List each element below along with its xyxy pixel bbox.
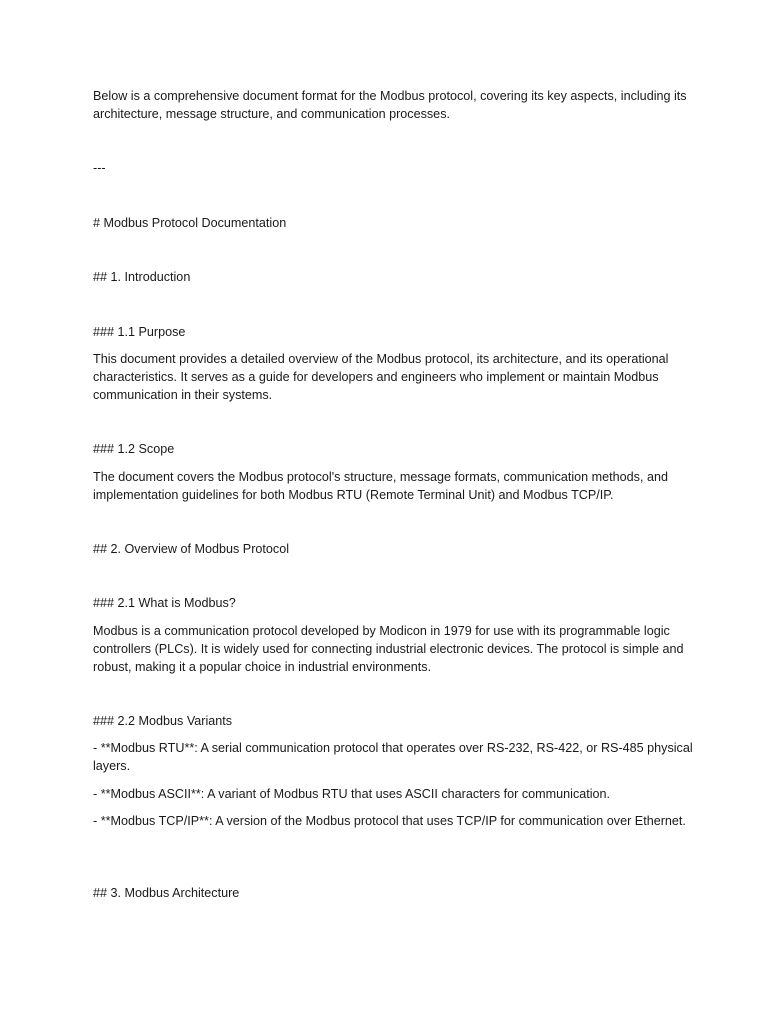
variant-rtu-item: - **Modbus RTU**: A serial communication protocol that operates over RS-232, RS-422, or RS-485 physical layers. (93, 741, 697, 773)
what-is-modbus-paragraph: Modbus is a communication protocol developed by Modicon in 1979 for use with its programmable logic controllers (PLCs). It is widely used for connecting industrial electronic devices. The protocol is simple and robust, making it a popular choice in industrial environments. (93, 624, 688, 674)
heading-scope: ### 1.2 Scope (93, 442, 175, 456)
heading-architecture: ## 3. Modbus Architecture (93, 886, 240, 900)
document-title: # Modbus Protocol Documentation (93, 216, 287, 230)
heading-overview: ## 2. Overview of Modbus Protocol (93, 542, 289, 556)
purpose-paragraph: This document provides a detailed overview of the Modbus protocol, its architecture, and its operational characteristics. It serves as a guide for developers and engineers who implement or maintain Modbus communication in their systems. (93, 352, 672, 402)
scope-paragraph: The document covers the Modbus protocol's structure, message formats, communication methods, and implementation guidelines for both Modbus RTU (Remote Terminal Unit) and Modbus TCP/IP. (93, 470, 672, 502)
heading-what-is-modbus: ### 2.1 What is Modbus? (93, 596, 236, 610)
variant-ascii-item: - **Modbus ASCII**: A variant of Modbus RTU that uses ASCII characters for communication. (93, 787, 611, 801)
heading-purpose: ### 1.1 Purpose (93, 325, 186, 339)
heading-introduction: ## 1. Introduction (93, 270, 191, 284)
heading-variants: ### 2.2 Modbus Variants (93, 714, 233, 728)
variant-tcp-item: - **Modbus TCP/IP**: A version of the Modbus protocol that uses TCP/IP for communication over Ethernet. (93, 814, 686, 828)
intro-paragraph: Below is a comprehensive document format for the Modbus protocol, covering its key aspects, including its architecture, message structure, and communication processes. (93, 89, 691, 121)
horizontal-rule-text: --- (93, 161, 106, 175)
